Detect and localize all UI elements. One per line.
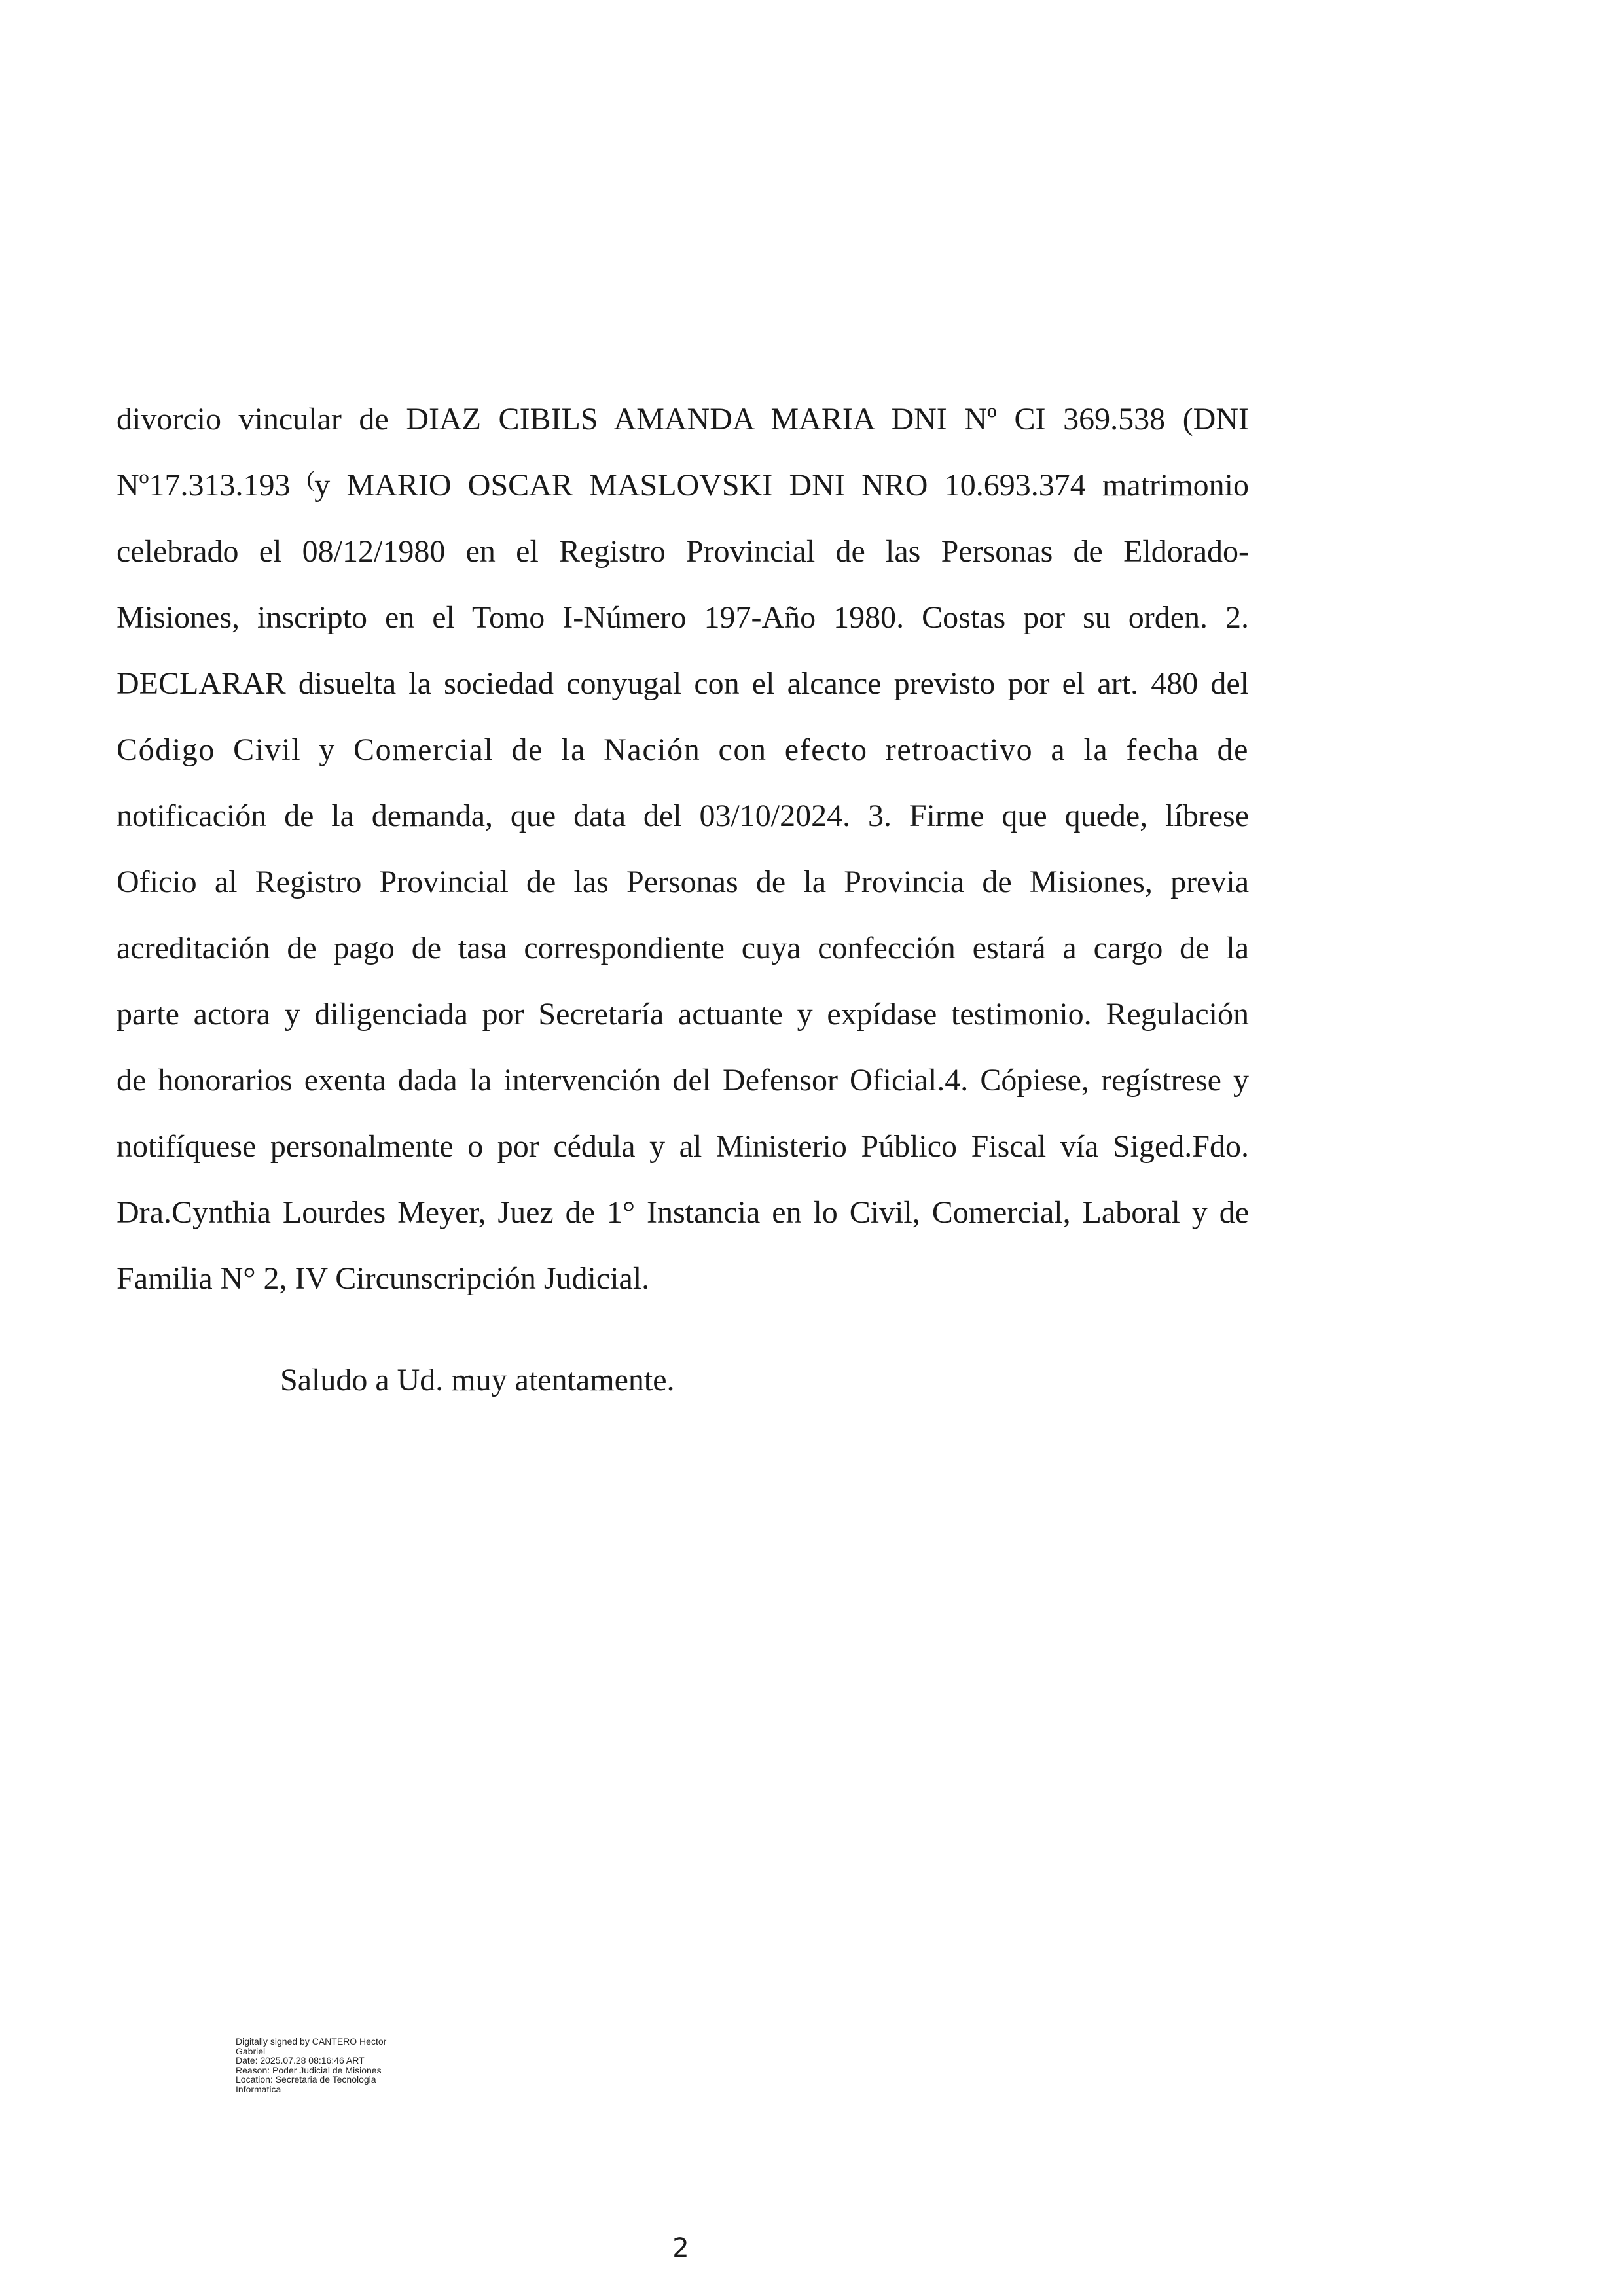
body-line-7: notificación de la demanda, que data del 03/10/2024. 3. Firme que quede, líbrese [117,798,1249,833]
page-number: 2 [672,2233,689,2263]
body-line-12: notifíquese personalmente o por cédula y al Ministerio Público Fiscal vía Siged.Fdo. [117,1129,1249,1164]
body-line-4: Misiones, inscripto en el Tomo I-Número 197-Año 1980. Costas por su orden. 2. [117,600,1249,635]
body-line-2-end: y MARIO OSCAR MASLOVSKI DNI NRO 10.693.374 matrimonio [314,468,1250,503]
closing-salutation: Saludo a Ud. muy atentamente. [280,1363,675,1397]
body-line-3: celebrado el 08/12/1980 en el Registro Provincial de las Personas de Eldorado- [117,534,1249,569]
body-line-13: Dra.Cynthia Lourdes Meyer, Juez de 1° Instancia en lo Civil, Comercial, Laboral y de [117,1195,1249,1230]
body-line-5: DECLARAR disuelta la sociedad conyugal con el alcance previsto por el art. 480 del [117,666,1249,701]
body-line-9: acreditación de pago de tasa correspondiente cuya confección estará a cargo de la [117,931,1249,965]
body-line-14: Familia N° 2, IV Circunscripción Judicial. [117,1261,650,1296]
body-line-11: de honorarios exenta dada la intervención del Defensor Oficial.4. Cópiese, regístrese y [117,1063,1249,1098]
body-line-2-paren: ( [306,467,315,492]
signature-line-5: Location: Secretaria de Tecnologia [236,2074,376,2085]
body-line-6: Código Civil y Comercial de la Nación con efecto retroactivo a la fecha de [117,732,1249,767]
body-line-10: parte actora y diligenciada por Secretaría actuante y expídase testimonio. Regulación [117,997,1249,1031]
body-text [117,386,1249,1312]
body-line-2 [117,452,1249,518]
signature-line-3: Date: 2025.07.28 08:16:46 ART [236,2055,365,2066]
signature-line-6: Informatica [236,2083,281,2094]
signature-line-4: Reason: Poder Judicial de Misiones [236,2064,382,2075]
signature-line-1: Digitally signed by CANTERO Hector [236,2036,387,2047]
body-line-8: Oficio al Registro Provincial de las Personas de la Provincia de Misiones, previa [117,865,1249,899]
body-line-1: divorcio vincular de DIAZ CIBILS AMANDA MARIA DNI Nº CI 369.538 (DNI [117,402,1249,437]
body-line-2-start: Nº17.313.193 [117,468,307,503]
signature-line-2: Gabriel [236,2045,266,2056]
digital-signature-block [236,2037,445,2094]
